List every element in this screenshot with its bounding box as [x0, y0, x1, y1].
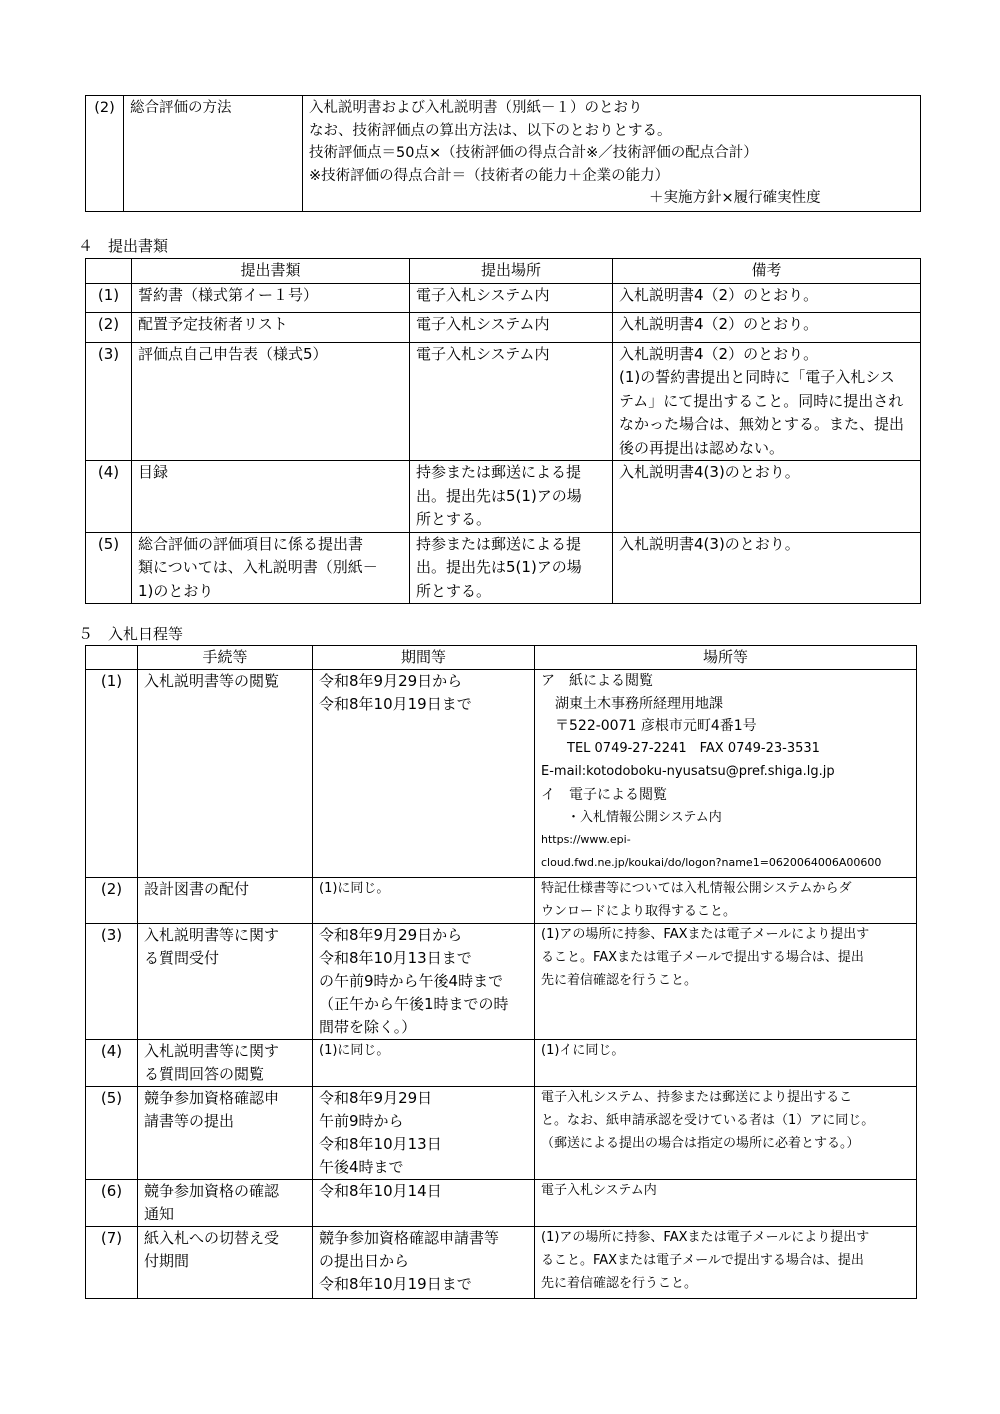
cell-note [613, 461, 921, 533]
text-line: (1)アの場所に持参、FAXまたは電子メールにより提出す [541, 927, 870, 943]
cell-period [313, 1040, 535, 1087]
text-line: 先に着信確認を行うこと。 [541, 972, 698, 988]
table-row [86, 342, 921, 461]
url-link[interactable]: https://www.epi- [541, 833, 631, 847]
evaluation-description [303, 96, 921, 212]
cell-place [535, 669, 917, 877]
text-line: 評価点自己申告表（様式5） [138, 344, 328, 363]
cell-note [613, 312, 921, 342]
text-line: 先に着信確認を行うこと。 [541, 1275, 698, 1291]
text-line: 請書等の提出 [144, 1112, 235, 1131]
table-row [86, 461, 921, 533]
text-line: 特記仕様書等については入札情報公開システムからダ [541, 880, 852, 896]
submission-documents-table [85, 258, 921, 604]
text-line: 入札説明書4(3)のとおり。 [619, 463, 800, 481]
cell-procedure [138, 924, 313, 1040]
row-number: (2) [86, 312, 132, 342]
bid-schedule-table [85, 645, 917, 1299]
cell-place [535, 1087, 917, 1180]
row-number: (5) [86, 532, 132, 604]
cell-period [313, 877, 535, 924]
column-header-number [86, 646, 138, 670]
text-line: 入札説明書等に関す [144, 1042, 280, 1061]
text-line: TEL 0749-27-2241 FAX 0749-23-3531 [541, 741, 820, 757]
row-number: (6) [86, 1180, 138, 1227]
cell-period [313, 924, 535, 1040]
text-line: ア 紙による閲覧 [541, 672, 653, 689]
column-header: 備考 [613, 259, 921, 284]
cell-place [410, 312, 613, 342]
cell-procedure [138, 877, 313, 924]
cell-place [410, 461, 613, 533]
cell-procedure [138, 1227, 313, 1299]
cell-place [535, 924, 917, 1040]
text-line: 午後4時まで [319, 1157, 404, 1176]
cell-procedure [138, 1040, 313, 1087]
text-line: 競争参加資格確認申 [144, 1089, 280, 1108]
row-number: (2) [86, 877, 138, 924]
text-line: 誓約書（様式第イー１号） [138, 285, 319, 304]
text-line: 競争参加資格の確認 [144, 1182, 280, 1201]
text-line: 後の再提出は認めない。 [619, 438, 785, 457]
text-line: 通知 [144, 1205, 175, 1224]
row-number: (1) [86, 283, 132, 312]
text-line: と。なお、紙申請承認を受けている者は（1）アに同じ。 [541, 1113, 875, 1129]
text-line: ウンロードにより取得すること。 [541, 903, 737, 919]
table-row [86, 312, 921, 342]
text-line: る質問受付 [144, 949, 220, 968]
cell-document [132, 342, 410, 461]
text-line: 電子入札システム内 [416, 314, 550, 333]
table-row [86, 96, 921, 212]
text-line: 技術評価点＝50点×（技術評価の得点合計※／技術評価の配点合計） [309, 145, 758, 162]
table-row [86, 1227, 917, 1299]
cell-procedure [138, 1180, 313, 1227]
row-label: 総合評価の方法 [124, 96, 303, 212]
text-line: 競争参加資格確認申請書等 [319, 1229, 500, 1248]
cell-place [535, 1180, 917, 1227]
text-line: 電子入札システム、持参または郵送により提出するこ [541, 1090, 853, 1106]
text-line: の提出日から [319, 1252, 410, 1271]
cell-procedure [138, 1087, 313, 1180]
table-header-row [86, 646, 917, 670]
text-line: る質問回答の閲覧 [144, 1065, 265, 1084]
table-row [86, 283, 921, 312]
row-number: (3) [86, 924, 138, 1040]
text-line: (1)の誓約書提出と同時に「電子入札シス [619, 368, 895, 386]
text-line: ること。FAXまたは電子メールで提出する場合は、提出 [541, 950, 864, 966]
table-row [86, 924, 917, 1040]
cell-note [613, 342, 921, 461]
text-line: なお、技術評価点の算出方法は、以下のとおりとする。 [309, 122, 672, 139]
text-line: 入札説明書等に関す [144, 926, 280, 945]
text-line: 総合評価の評価項目に係る提出書 [138, 534, 364, 553]
column-header: 提出書類 [132, 259, 410, 284]
cell-period [313, 1087, 535, 1180]
row-number: (3) [86, 342, 132, 461]
row-number: (2) [86, 96, 124, 212]
text-line: 電子入札システム内 [416, 285, 550, 304]
text-line: 令和8年9月29日 [319, 1089, 433, 1108]
cell-place [410, 342, 613, 461]
text-line: 紙入札への切替え受 [144, 1229, 280, 1248]
text-line: テム」にて提出すること。同時に提出され [619, 391, 904, 410]
text-line: (1)イに同じ。 [541, 1043, 625, 1059]
text-line: 1)のとおり [138, 581, 214, 600]
column-header: 手続等 [138, 646, 313, 670]
table-row [86, 532, 921, 604]
column-header: 期間等 [313, 646, 535, 670]
text-line: イ 電子による閲覧 [541, 786, 667, 803]
cell-place [535, 1227, 917, 1299]
text-line: ・入札情報公開システム内 [541, 809, 722, 825]
row-number: (4) [86, 1040, 138, 1087]
text-line: ＋実施方針×履行確実性度 [649, 190, 821, 207]
section-heading: ５ 入札日程等 [78, 625, 184, 643]
cell-period [313, 669, 535, 877]
text-line: なかった場合は、無効とする。また、提出 [619, 415, 905, 433]
text-line: 令和8年10月14日 [319, 1182, 442, 1201]
row-number: (7) [86, 1227, 138, 1299]
text-line: 目録 [138, 463, 169, 481]
text-line: 令和8年10月19日まで [319, 1274, 472, 1293]
text-line: 湖東土木事務所経理用地課 [541, 695, 723, 712]
text-line: の午前9時から午後4時まで [319, 971, 504, 990]
text-line: （郵送による提出の場合は指定の場所に必着とする。） [541, 1135, 860, 1151]
text-line: ること。FAXまたは電子メールで提出する場合は、提出 [541, 1253, 864, 1269]
text-line: 間帯を除く。） [319, 1017, 417, 1036]
cell-document [132, 532, 410, 604]
text-line: 類については、入札説明書（別紙－ [138, 558, 378, 576]
cell-period [313, 1180, 535, 1227]
text-line: 電子入札システム内 [541, 1183, 657, 1199]
cell-place [535, 877, 917, 924]
column-header-number [86, 259, 132, 284]
cell-place [410, 283, 613, 312]
text-line: 入札説明書および入札説明書（別紙－１）のとおり [309, 100, 643, 116]
text-line: 配置予定技術者リスト [138, 314, 288, 333]
url-link[interactable]: cloud.fwd.ne.jp/koukai/do/logon?name1=0620064006A00600 [541, 856, 882, 870]
text-line: (1)アの場所に持参、FAXまたは電子メールにより提出す [541, 1230, 870, 1246]
text-line: 入札説明書等の閲覧 [144, 671, 280, 690]
text-line: 持参または郵送による提 [416, 534, 582, 553]
cell-document [132, 283, 410, 312]
text-line: 電子入札システム内 [416, 344, 550, 363]
table-row [86, 1180, 917, 1227]
text-line: ※技術評価の得点合計＝（技術者の能力＋企業の能力） [309, 167, 670, 184]
text-line: 所とする。 [416, 510, 492, 528]
text-line: （正午から午後1時までの時 [319, 994, 509, 1013]
contact-email: E-mail:kotodoboku-nyusatsu@pref.shiga.lg.jp [541, 763, 835, 779]
text-line: 所とする。 [416, 581, 492, 600]
text-line: 付期間 [144, 1252, 190, 1271]
cell-document [132, 461, 410, 533]
row-number: (4) [86, 461, 132, 533]
section-heading: ４ 提出書類 [78, 237, 169, 255]
text-line: 午前9時から [319, 1112, 404, 1131]
text-line: 出。提出先は5(1)アの場 [416, 558, 582, 576]
text-line: 入札説明書4（2）のとおり。 [619, 314, 819, 333]
text-line: 設計図書の配付 [144, 879, 250, 898]
table-row [86, 669, 917, 877]
evaluation-method-table [85, 95, 921, 212]
text-line: 入札説明書4（2）のとおり。 [619, 285, 819, 304]
cell-place [535, 1040, 917, 1087]
cell-document [132, 312, 410, 342]
text-line: 入札説明書4（2）のとおり。 [619, 344, 819, 363]
text-line: 令和8年10月13日まで [319, 949, 472, 968]
cell-place [410, 532, 613, 604]
table-row [86, 877, 917, 924]
text-line: 出。提出先は5(1)アの場 [416, 486, 582, 505]
text-line: 令和8年9月29日から [319, 671, 463, 690]
table-row [86, 1040, 917, 1087]
text-line: 入札説明書4(3)のとおり。 [619, 534, 800, 553]
text-line: (1)に同じ。 [319, 1043, 390, 1059]
row-number: (5) [86, 1087, 138, 1180]
text-line: 持参または郵送による提 [416, 463, 582, 481]
cell-note [613, 532, 921, 604]
row-number: (1) [86, 669, 138, 877]
text-line: 〒522-0071 彦根市元町4番1号 [541, 718, 757, 735]
cell-period [313, 1227, 535, 1299]
text-line: (1)に同じ。 [319, 880, 390, 896]
column-header: 場所等 [535, 646, 917, 670]
cell-procedure [138, 669, 313, 877]
table-row [86, 1087, 917, 1180]
column-header: 提出場所 [410, 259, 613, 284]
cell-note [613, 283, 921, 312]
text-line: 令和8年9月29日から [319, 926, 463, 945]
table-header-row [86, 259, 921, 284]
text-line: 令和8年10月13日 [319, 1134, 442, 1153]
text-line: 令和8年10月19日まで [319, 694, 472, 713]
